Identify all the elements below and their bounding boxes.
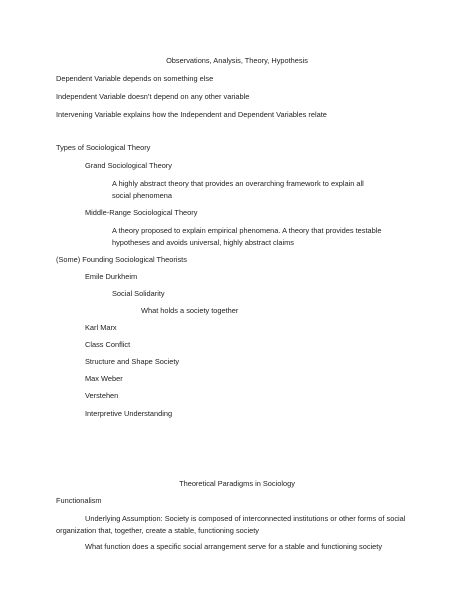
concept-interpretive-understanding: Interpretive Understanding (85, 409, 173, 418)
functionalism-assumption: Underlying Assumption: Society is composed of interconnected institutions or other forms of social organization that, together, create a stable, functioning society (56, 514, 406, 535)
heading-types-of-theory: Types of Sociological Theory (56, 143, 151, 152)
definition-intervening-variable: Intervening Variable explains how the Independent and Dependent Variables relate (56, 110, 327, 119)
theorist-marx: Karl Marx (85, 323, 117, 332)
explanation-social-solidarity: What holds a society together (141, 306, 239, 315)
section-title-paradigms: Theoretical Paradigms in Sociology (179, 479, 295, 488)
section-title-observations: Observations, Analysis, Theory, Hypothesis (166, 56, 308, 65)
concept-social-solidarity: Social Solidarity (112, 289, 165, 298)
label-grand-theory: Grand Sociological Theory (85, 161, 172, 170)
description-grand-theory: A highly abstract theory that provides an overarching framework to explain all social phenomena (112, 179, 364, 200)
theorist-weber: Max Weber (85, 374, 123, 383)
label-functionalism: Functionalism (56, 496, 102, 505)
functionalism-question: What function does a specific social arrangement serve for a stable and functioning society (85, 542, 383, 551)
label-middle-range-theory: Middle-Range Sociological Theory (85, 208, 198, 217)
concept-class-conflict: Class Conflict (85, 340, 131, 349)
theorist-durkheim: Emile Durkheim (85, 272, 138, 281)
heading-founding-theorists: (Some) Founding Sociological Theorists (56, 255, 187, 264)
definition-independent-variable: Independent Variable doesn’t depend on any other variable (56, 92, 250, 101)
definition-dependent-variable: Dependent Variable depends on something else (56, 74, 214, 83)
concept-verstehen: Verstehen (85, 391, 119, 400)
concept-structure-and-shape: Structure and Shape Society (85, 357, 180, 366)
description-middle-range-theory: A theory proposed to explain empirical phenomena. A theory that provides testable hypotheses and avoids universal, highly abstract claims (112, 226, 382, 247)
